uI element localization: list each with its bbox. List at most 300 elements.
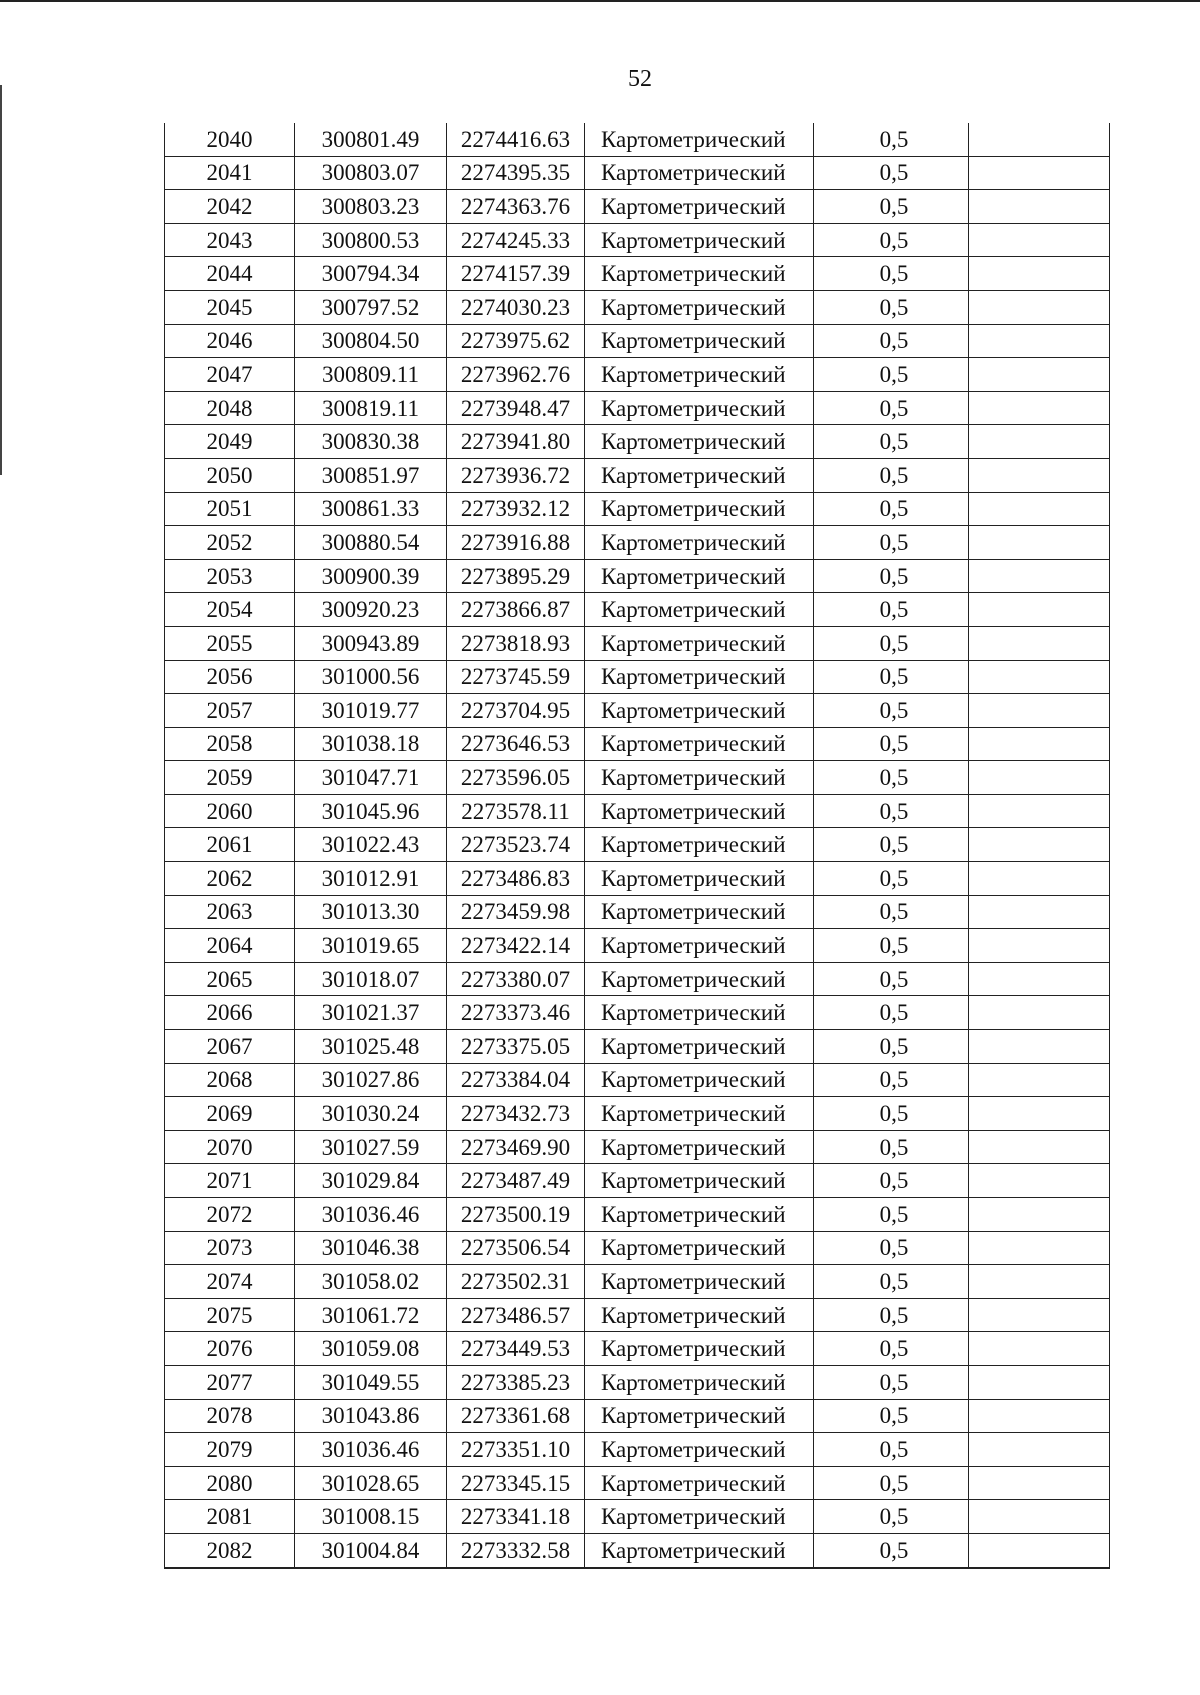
point-number-cell: 2045: [165, 290, 295, 324]
accuracy-cell: 0,5: [814, 559, 969, 593]
table-row: [165, 1097, 1110, 1131]
point-number-cell: 2070: [165, 1130, 295, 1164]
point-number-cell: 2077: [165, 1365, 295, 1399]
x-coordinate-cell: 300861.33: [295, 492, 447, 526]
method-cell: Картометрический: [585, 156, 814, 190]
point-number-cell: 2072: [165, 1198, 295, 1232]
method-cell: Картометрический: [585, 559, 814, 593]
empty-cell: [969, 1500, 1110, 1534]
point-number-cell: 2067: [165, 1030, 295, 1064]
point-number-cell: 2054: [165, 593, 295, 627]
y-coordinate-cell: 2273385.23: [447, 1365, 585, 1399]
x-coordinate-cell: 301012.91: [295, 862, 447, 896]
point-number-cell: 2064: [165, 929, 295, 963]
x-coordinate-cell: 300800.53: [295, 223, 447, 257]
y-coordinate-cell: 2273818.93: [447, 626, 585, 660]
point-number-cell: 2055: [165, 626, 295, 660]
point-number-cell: 2074: [165, 1265, 295, 1299]
y-coordinate-cell: 2274157.39: [447, 257, 585, 291]
x-coordinate-cell: 300880.54: [295, 526, 447, 560]
accuracy-cell: 0,5: [814, 290, 969, 324]
table-row: [165, 559, 1110, 593]
x-coordinate-cell: 301027.59: [295, 1130, 447, 1164]
x-coordinate-cell: 301000.56: [295, 660, 447, 694]
y-coordinate-cell: 2273487.49: [447, 1164, 585, 1198]
x-coordinate-cell: 301008.15: [295, 1500, 447, 1534]
point-number-cell: 2059: [165, 761, 295, 795]
table-row: [165, 593, 1110, 627]
table-row: [165, 1231, 1110, 1265]
empty-cell: [969, 895, 1110, 929]
point-number-cell: 2050: [165, 458, 295, 492]
method-cell: Картометрический: [585, 223, 814, 257]
empty-cell: [969, 559, 1110, 593]
accuracy-cell: 0,5: [814, 257, 969, 291]
x-coordinate-cell: 301061.72: [295, 1298, 447, 1332]
empty-cell: [969, 794, 1110, 828]
accuracy-cell: 0,5: [814, 223, 969, 257]
point-number-cell: 2073: [165, 1231, 295, 1265]
x-coordinate-cell: 301045.96: [295, 794, 447, 828]
x-coordinate-cell: 301030.24: [295, 1097, 447, 1131]
table-row: [165, 324, 1110, 358]
x-coordinate-cell: 300819.11: [295, 391, 447, 425]
y-coordinate-cell: 2274245.33: [447, 223, 585, 257]
empty-cell: [969, 1298, 1110, 1332]
accuracy-cell: 0,5: [814, 1500, 969, 1534]
x-coordinate-cell: 301043.86: [295, 1399, 447, 1433]
table-row: [165, 223, 1110, 257]
accuracy-cell: 0,5: [814, 526, 969, 560]
y-coordinate-cell: 2273332.58: [447, 1533, 585, 1567]
method-cell: Картометрический: [585, 1164, 814, 1198]
x-coordinate-cell: 300900.39: [295, 559, 447, 593]
y-coordinate-cell: 2273578.11: [447, 794, 585, 828]
x-coordinate-cell: 301022.43: [295, 828, 447, 862]
empty-cell: [969, 526, 1110, 560]
x-coordinate-cell: 301028.65: [295, 1466, 447, 1500]
method-cell: Картометрический: [585, 1399, 814, 1433]
table-row: [165, 828, 1110, 862]
point-number-cell: 2046: [165, 324, 295, 358]
accuracy-cell: 0,5: [814, 593, 969, 627]
method-cell: Картометрический: [585, 1433, 814, 1467]
table-row: [165, 391, 1110, 425]
y-coordinate-cell: 2273341.18: [447, 1500, 585, 1534]
method-cell: Картометрический: [585, 1265, 814, 1299]
y-coordinate-cell: 2273384.04: [447, 1063, 585, 1097]
method-cell: Картометрический: [585, 1332, 814, 1366]
empty-cell: [969, 492, 1110, 526]
table-row: [165, 1399, 1110, 1433]
table-row: [165, 1063, 1110, 1097]
table-row: [165, 694, 1110, 728]
x-coordinate-cell: 300830.38: [295, 425, 447, 459]
method-cell: Картометрический: [585, 391, 814, 425]
x-coordinate-cell: 301038.18: [295, 727, 447, 761]
y-coordinate-cell: 2273948.47: [447, 391, 585, 425]
y-coordinate-cell: 2273469.90: [447, 1130, 585, 1164]
point-number-cell: 2057: [165, 694, 295, 728]
empty-cell: [969, 626, 1110, 660]
point-number-cell: 2061: [165, 828, 295, 862]
x-coordinate-cell: 301036.46: [295, 1198, 447, 1232]
empty-cell: [969, 1433, 1110, 1467]
table-row: [165, 660, 1110, 694]
empty-cell: [969, 156, 1110, 190]
empty-cell: [969, 593, 1110, 627]
x-coordinate-cell: 300797.52: [295, 290, 447, 324]
empty-cell: [969, 1365, 1110, 1399]
method-cell: Картометрический: [585, 1030, 814, 1064]
accuracy-cell: 0,5: [814, 1265, 969, 1299]
empty-cell: [969, 1265, 1110, 1299]
x-coordinate-cell: 301013.30: [295, 895, 447, 929]
method-cell: Картометрический: [585, 358, 814, 392]
y-coordinate-cell: 2273486.83: [447, 862, 585, 896]
table-row: [165, 1164, 1110, 1198]
point-number-cell: 2071: [165, 1164, 295, 1198]
accuracy-cell: 0,5: [814, 626, 969, 660]
x-coordinate-cell: 300803.07: [295, 156, 447, 190]
accuracy-cell: 0,5: [814, 929, 969, 963]
y-coordinate-cell: 2273506.54: [447, 1231, 585, 1265]
method-cell: Картометрический: [585, 1365, 814, 1399]
y-coordinate-cell: 2273380.07: [447, 962, 585, 996]
empty-cell: [969, 1164, 1110, 1198]
y-coordinate-cell: 2273449.53: [447, 1332, 585, 1366]
method-cell: Картометрический: [585, 1198, 814, 1232]
empty-cell: [969, 862, 1110, 896]
table-row: [165, 1198, 1110, 1232]
table-row: [165, 996, 1110, 1030]
accuracy-cell: 0,5: [814, 1332, 969, 1366]
table-row: [165, 123, 1110, 156]
table-row: [165, 190, 1110, 224]
accuracy-cell: 0,5: [814, 694, 969, 728]
x-coordinate-cell: 300943.89: [295, 626, 447, 660]
method-cell: Картометрический: [585, 257, 814, 291]
y-coordinate-cell: 2273962.76: [447, 358, 585, 392]
table-row: [165, 626, 1110, 660]
table-row: [165, 1500, 1110, 1534]
point-number-cell: 2040: [165, 123, 295, 156]
x-coordinate-cell: 300920.23: [295, 593, 447, 627]
x-coordinate-cell: 300801.49: [295, 123, 447, 156]
y-coordinate-cell: 2273941.80: [447, 425, 585, 459]
empty-cell: [969, 223, 1110, 257]
x-coordinate-cell: 301036.46: [295, 1433, 447, 1467]
x-coordinate-cell: 301025.48: [295, 1030, 447, 1064]
point-number-cell: 2051: [165, 492, 295, 526]
accuracy-cell: 0,5: [814, 862, 969, 896]
x-coordinate-cell: 301058.02: [295, 1265, 447, 1299]
table-row: [165, 526, 1110, 560]
table-row: [165, 1433, 1110, 1467]
x-coordinate-cell: 300851.97: [295, 458, 447, 492]
accuracy-cell: 0,5: [814, 1231, 969, 1265]
x-coordinate-cell: 300803.23: [295, 190, 447, 224]
point-number-cell: 2052: [165, 526, 295, 560]
method-cell: Картометрический: [585, 1063, 814, 1097]
table-row: [165, 458, 1110, 492]
y-coordinate-cell: 2273936.72: [447, 458, 585, 492]
y-coordinate-cell: 2273895.29: [447, 559, 585, 593]
empty-cell: [969, 425, 1110, 459]
table-row: [165, 1365, 1110, 1399]
point-number-cell: 2066: [165, 996, 295, 1030]
y-coordinate-cell: 2273596.05: [447, 761, 585, 795]
table-row: [165, 962, 1110, 996]
point-number-cell: 2063: [165, 895, 295, 929]
x-coordinate-cell: 300804.50: [295, 324, 447, 358]
table-row: [165, 1533, 1110, 1567]
table-row: [165, 492, 1110, 526]
y-coordinate-cell: 2273502.31: [447, 1265, 585, 1299]
accuracy-cell: 0,5: [814, 761, 969, 795]
empty-cell: [969, 694, 1110, 728]
accuracy-cell: 0,5: [814, 492, 969, 526]
point-number-cell: 2043: [165, 223, 295, 257]
x-coordinate-cell: 301021.37: [295, 996, 447, 1030]
accuracy-cell: 0,5: [814, 1130, 969, 1164]
accuracy-cell: 0,5: [814, 1164, 969, 1198]
method-cell: Картометрический: [585, 290, 814, 324]
method-cell: Картометрический: [585, 895, 814, 929]
accuracy-cell: 0,5: [814, 1399, 969, 1433]
empty-cell: [969, 828, 1110, 862]
empty-cell: [969, 1198, 1110, 1232]
accuracy-cell: 0,5: [814, 1466, 969, 1500]
accuracy-cell: 0,5: [814, 828, 969, 862]
accuracy-cell: 0,5: [814, 1097, 969, 1131]
y-coordinate-cell: 2273745.59: [447, 660, 585, 694]
method-cell: Картометрический: [585, 929, 814, 963]
accuracy-cell: 0,5: [814, 794, 969, 828]
y-coordinate-cell: 2273486.57: [447, 1298, 585, 1332]
y-coordinate-cell: 2273422.14: [447, 929, 585, 963]
x-coordinate-cell: 301019.77: [295, 694, 447, 728]
empty-cell: [969, 324, 1110, 358]
x-coordinate-cell: 301004.84: [295, 1533, 447, 1567]
empty-cell: [969, 1466, 1110, 1500]
table-row: [165, 727, 1110, 761]
accuracy-cell: 0,5: [814, 1433, 969, 1467]
y-coordinate-cell: 2274363.76: [447, 190, 585, 224]
method-cell: Картометрический: [585, 828, 814, 862]
point-number-cell: 2082: [165, 1533, 295, 1567]
x-coordinate-cell: 301029.84: [295, 1164, 447, 1198]
empty-cell: [969, 290, 1110, 324]
point-number-cell: 2076: [165, 1332, 295, 1366]
point-number-cell: 2058: [165, 727, 295, 761]
empty-cell: [969, 458, 1110, 492]
x-coordinate-cell: 301046.38: [295, 1231, 447, 1265]
point-number-cell: 2047: [165, 358, 295, 392]
accuracy-cell: 0,5: [814, 1365, 969, 1399]
empty-cell: [969, 1399, 1110, 1433]
accuracy-cell: 0,5: [814, 996, 969, 1030]
table-row: [165, 425, 1110, 459]
empty-cell: [969, 962, 1110, 996]
point-number-cell: 2060: [165, 794, 295, 828]
point-number-cell: 2062: [165, 862, 295, 896]
coordinates-table: [164, 123, 1110, 1569]
y-coordinate-cell: 2274030.23: [447, 290, 585, 324]
empty-cell: [969, 1063, 1110, 1097]
empty-cell: [969, 123, 1110, 156]
accuracy-cell: 0,5: [814, 1533, 969, 1567]
table-row: [165, 1466, 1110, 1500]
y-coordinate-cell: 2273500.19: [447, 1198, 585, 1232]
accuracy-cell: 0,5: [814, 1030, 969, 1064]
table-row: [165, 1130, 1110, 1164]
accuracy-cell: 0,5: [814, 1063, 969, 1097]
accuracy-cell: 0,5: [814, 190, 969, 224]
table-body: [165, 123, 1110, 1568]
empty-cell: [969, 761, 1110, 795]
method-cell: Картометрический: [585, 458, 814, 492]
empty-cell: [969, 190, 1110, 224]
method-cell: Картометрический: [585, 727, 814, 761]
accuracy-cell: 0,5: [814, 391, 969, 425]
empty-cell: [969, 391, 1110, 425]
accuracy-cell: 0,5: [814, 962, 969, 996]
y-coordinate-cell: 2273345.15: [447, 1466, 585, 1500]
y-coordinate-cell: 2273932.12: [447, 492, 585, 526]
x-coordinate-cell: 301049.55: [295, 1365, 447, 1399]
method-cell: Картометрический: [585, 593, 814, 627]
point-number-cell: 2042: [165, 190, 295, 224]
accuracy-cell: 0,5: [814, 660, 969, 694]
empty-cell: [969, 929, 1110, 963]
y-coordinate-cell: 2273351.10: [447, 1433, 585, 1467]
method-cell: Картометрический: [585, 962, 814, 996]
accuracy-cell: 0,5: [814, 895, 969, 929]
table-row: [165, 1265, 1110, 1299]
accuracy-cell: 0,5: [814, 727, 969, 761]
x-coordinate-cell: 301059.08: [295, 1332, 447, 1366]
method-cell: Картометрический: [585, 190, 814, 224]
method-cell: Картометрический: [585, 1231, 814, 1265]
point-number-cell: 2080: [165, 1466, 295, 1500]
point-number-cell: 2065: [165, 962, 295, 996]
accuracy-cell: 0,5: [814, 324, 969, 358]
accuracy-cell: 0,5: [814, 458, 969, 492]
method-cell: Картометрический: [585, 1500, 814, 1534]
table-row: [165, 290, 1110, 324]
accuracy-cell: 0,5: [814, 425, 969, 459]
empty-cell: [969, 1231, 1110, 1265]
method-cell: Картометрический: [585, 492, 814, 526]
point-number-cell: 2048: [165, 391, 295, 425]
empty-cell: [969, 727, 1110, 761]
y-coordinate-cell: 2273866.87: [447, 593, 585, 627]
point-number-cell: 2041: [165, 156, 295, 190]
method-cell: Картометрический: [585, 1533, 814, 1567]
table-row: [165, 895, 1110, 929]
method-cell: Картометрический: [585, 996, 814, 1030]
scan-edge-left: [0, 85, 2, 475]
y-coordinate-cell: 2273704.95: [447, 694, 585, 728]
x-coordinate-cell: 301019.65: [295, 929, 447, 963]
method-cell: Картометрический: [585, 425, 814, 459]
table-row: [165, 257, 1110, 291]
x-coordinate-cell: 300794.34: [295, 257, 447, 291]
table-row: [165, 1332, 1110, 1366]
table-row: [165, 1298, 1110, 1332]
table-row: [165, 1030, 1110, 1064]
empty-cell: [969, 660, 1110, 694]
table-row: [165, 794, 1110, 828]
y-coordinate-cell: 2273373.46: [447, 996, 585, 1030]
scan-edge-top: [0, 0, 1200, 2]
y-coordinate-cell: 2273361.68: [447, 1399, 585, 1433]
method-cell: Картометрический: [585, 626, 814, 660]
empty-cell: [969, 358, 1110, 392]
point-number-cell: 2075: [165, 1298, 295, 1332]
method-cell: Картометрический: [585, 761, 814, 795]
x-coordinate-cell: 301018.07: [295, 962, 447, 996]
method-cell: Картометрический: [585, 862, 814, 896]
point-number-cell: 2078: [165, 1399, 295, 1433]
accuracy-cell: 0,5: [814, 1198, 969, 1232]
method-cell: Картометрический: [585, 1298, 814, 1332]
x-coordinate-cell: 301027.86: [295, 1063, 447, 1097]
accuracy-cell: 0,5: [814, 1298, 969, 1332]
empty-cell: [969, 1332, 1110, 1366]
method-cell: Картометрический: [585, 1466, 814, 1500]
empty-cell: [969, 1533, 1110, 1567]
table-row: [165, 862, 1110, 896]
empty-cell: [969, 996, 1110, 1030]
table-row: [165, 358, 1110, 392]
point-number-cell: 2069: [165, 1097, 295, 1131]
y-coordinate-cell: 2274416.63: [447, 123, 585, 156]
accuracy-cell: 0,5: [814, 358, 969, 392]
method-cell: Картометрический: [585, 324, 814, 358]
y-coordinate-cell: 2273375.05: [447, 1030, 585, 1064]
table-row: [165, 761, 1110, 795]
empty-cell: [969, 257, 1110, 291]
y-coordinate-cell: 2274395.35: [447, 156, 585, 190]
point-number-cell: 2044: [165, 257, 295, 291]
point-number-cell: 2068: [165, 1063, 295, 1097]
empty-cell: [969, 1130, 1110, 1164]
y-coordinate-cell: 2273459.98: [447, 895, 585, 929]
accuracy-cell: 0,5: [814, 156, 969, 190]
method-cell: Картометрический: [585, 526, 814, 560]
page-number: 52: [628, 66, 652, 92]
point-number-cell: 2079: [165, 1433, 295, 1467]
y-coordinate-cell: 2273646.53: [447, 727, 585, 761]
x-coordinate-cell: 301047.71: [295, 761, 447, 795]
x-coordinate-cell: 300809.11: [295, 358, 447, 392]
empty-cell: [969, 1030, 1110, 1064]
accuracy-cell: 0,5: [814, 123, 969, 156]
point-number-cell: 2053: [165, 559, 295, 593]
y-coordinate-cell: 2273916.88: [447, 526, 585, 560]
method-cell: Картометрический: [585, 660, 814, 694]
y-coordinate-cell: 2273523.74: [447, 828, 585, 862]
method-cell: Картометрический: [585, 1130, 814, 1164]
point-number-cell: 2056: [165, 660, 295, 694]
y-coordinate-cell: 2273975.62: [447, 324, 585, 358]
method-cell: Картометрический: [585, 123, 814, 156]
y-coordinate-cell: 2273432.73: [447, 1097, 585, 1131]
point-number-cell: 2081: [165, 1500, 295, 1534]
method-cell: Картометрический: [585, 794, 814, 828]
